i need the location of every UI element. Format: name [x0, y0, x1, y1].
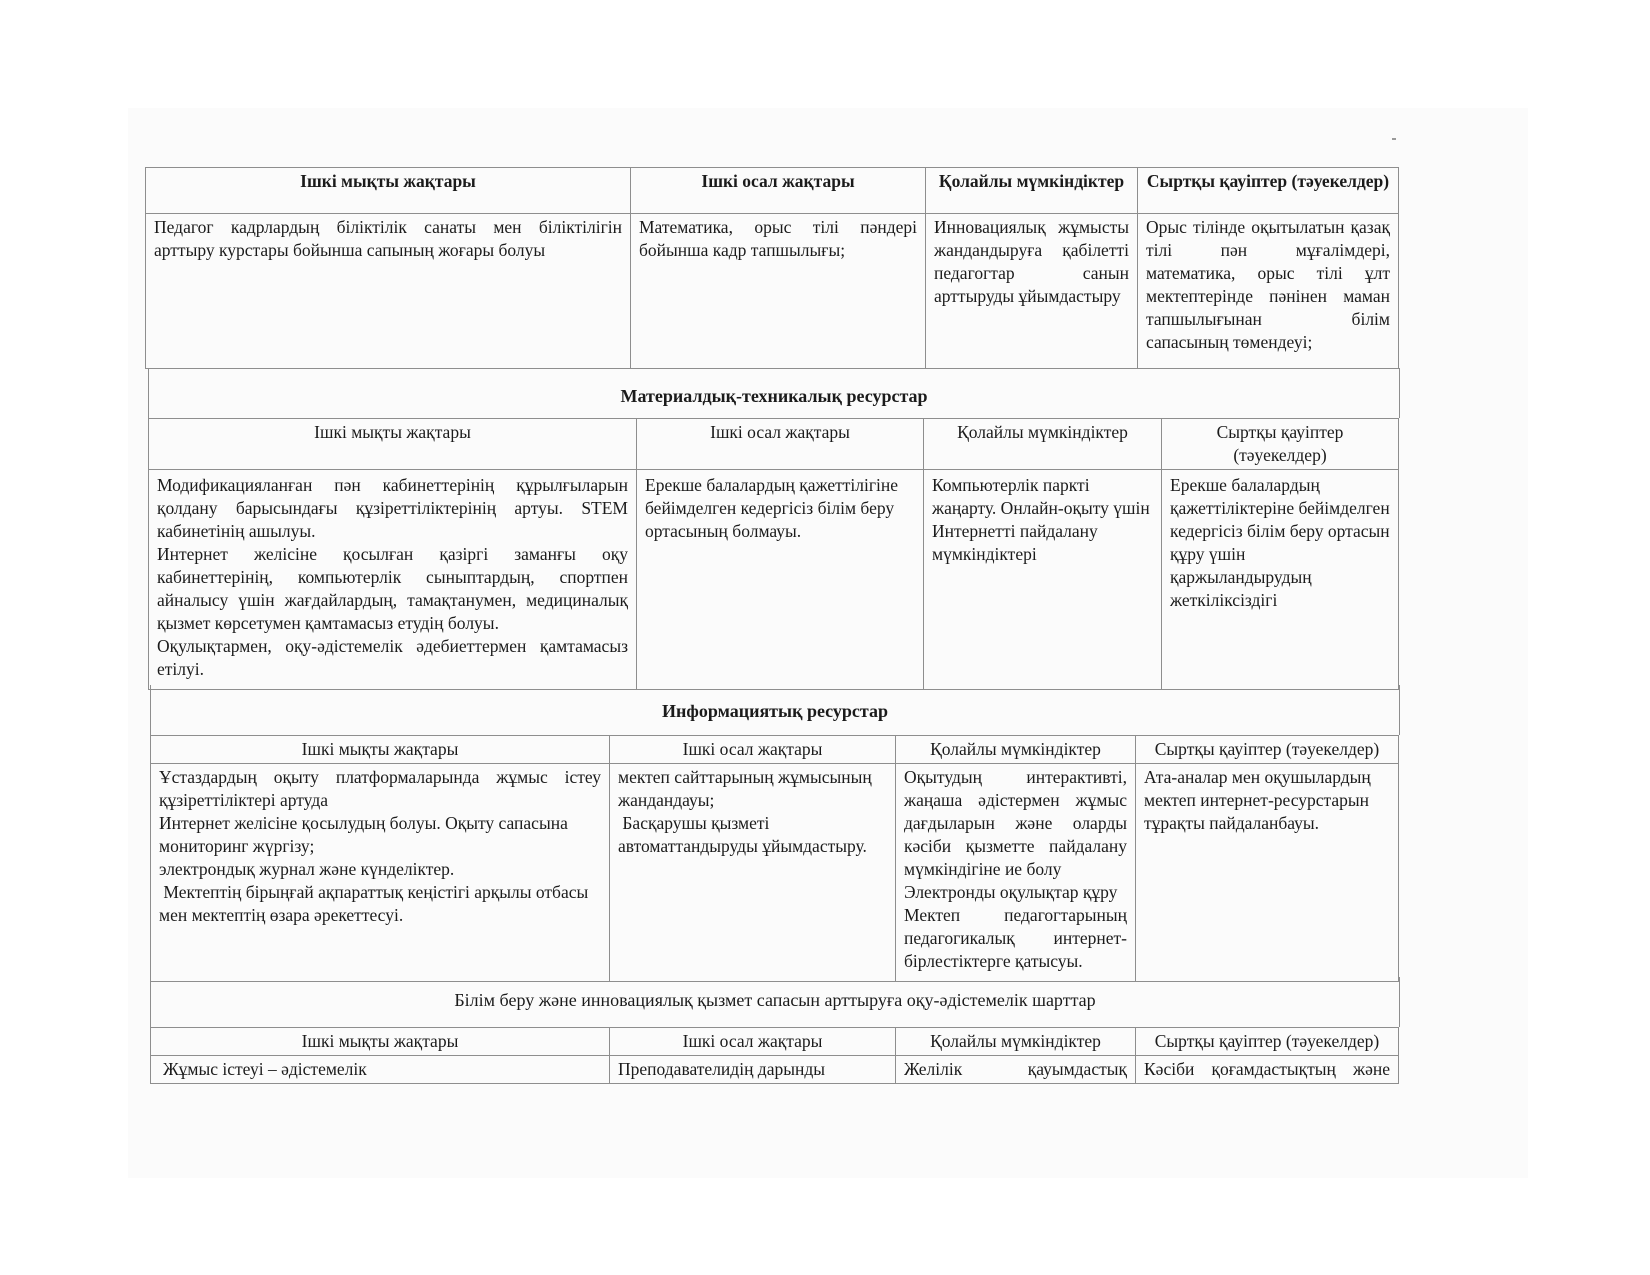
header-row: [151, 736, 1399, 764]
header-threats: Сыртқы қауіптер (тәуекелдер): [1138, 168, 1399, 214]
header-strengths: Ішкі мықты жақтары: [151, 1028, 610, 1056]
content-row: [149, 470, 1399, 690]
content-row: [146, 214, 1399, 369]
personnel-swot-block: [145, 167, 1398, 369]
strengths-text-2: Интернет желісіне қосылудың болуы. Оқыту сапасына мониторинг жүргізу;: [159, 813, 568, 856]
strengths-text-1: Модификацияланған пән кабинеттерінің құрылғыларын қолдану барысындағы құзіреттіліктерінің артуы. STEM кабинетінің ашылуы.: [157, 475, 628, 541]
opportunities-cell: Инновациялық жұмысты жандандыруға қабілетті педагогтар санын арттыруды ұйымдастыру: [926, 214, 1138, 369]
header-row: [149, 419, 1399, 470]
header-opportunities: Қолайлы мүмкіндіктер: [924, 419, 1162, 470]
strengths-text-3: Оқулықтармен, оқу-әдістемелік әдебиеттермен қамтамасыз етілуі.: [157, 636, 628, 679]
header-threats: Сыртқы қауіптер (тәуекелдер): [1162, 419, 1399, 470]
header-weaknesses: Ішкі осал жақтары: [637, 419, 924, 470]
material-swot-table: [148, 418, 1399, 690]
weaknesses-text-2: Басқарушы қызметі автоматтандыруды ұйымдастыру.: [618, 813, 867, 856]
opportunities-text-3: Мектеп педагогтарының педагогикалық интернет-бірлестіктерге қатысуы.: [904, 905, 1127, 971]
strengths-text-2: Интернет желісіне қосылған қазіргі заманғы оқу кабинеттерінің, компьютерлік сыныптардың, спортпен айналысу үшін жағдайлардың, тамақтанумен, медициналық қызмет көрсетумен қамтамасыз етудің болуы.: [157, 544, 628, 633]
header-row: [146, 168, 1399, 214]
header-row: [151, 1028, 1399, 1056]
threats-cell: Орыс тілінде оқытылатын қазақ тілі пән мұғалімдері, математика, орыс тілі ұлт мектептерінде пәнінен маман тапшылығынан білім сапасының төмендеуі;: [1138, 214, 1399, 369]
material-swot-block: [148, 418, 1398, 690]
header-strengths: Ішкі мықты жақтары: [146, 168, 631, 214]
opportunities-cell: Компьютерлік паркті жаңарту. Онлайн-оқыту үшін Интернетті пайдалану мүмкіндіктері: [924, 470, 1162, 690]
opportunities-text-1: Оқытудың интерактивті, жаңаша әдістермен жұмыс дағдыларын және оларды кәсіби қызметте пайдалану мүмкіндігіне ие болу: [904, 767, 1127, 879]
strengths-text-3: электрондық журнал және күнделіктер.: [159, 859, 455, 879]
personnel-swot-table: [145, 167, 1399, 369]
header-opportunities: Қолайлы мүмкіндіктер: [896, 1028, 1136, 1056]
threats-cell: Кәсіби қоғамдастықтың және: [1136, 1056, 1399, 1084]
information-swot-table: [150, 735, 1399, 982]
header-strengths: Ішкі мықты жақтары: [151, 736, 610, 764]
header-weaknesses: Ішкі осал жақтары: [610, 1028, 896, 1056]
strengths-cell: [149, 470, 637, 690]
header-weaknesses: Ішкі осал жақтары: [610, 736, 896, 764]
content-row: [151, 764, 1399, 982]
header-strengths: Ішкі мықты жақтары: [149, 419, 637, 470]
threats-cell: Ерекше балалардың қажеттіліктеріне бейімделген кедергісіз білім беру ортасын құру үшін қаржыландырудың жеткіліксіздігі: [1162, 470, 1399, 690]
strengths-text-4: Мектептің бірыңғай ақпараттық кеңістігі арқылы отбасы мен мектептің өзара әрекеттесуі.: [159, 882, 593, 925]
strengths-cell: [151, 764, 610, 982]
strengths-cell: Педагог кадрлардың біліктілік санаты мен біліктілігін арттыру курстары бойынша сапының жоғары болуы: [146, 214, 631, 369]
methodology-swot-table: [150, 1027, 1399, 1084]
opportunities-text-2: Электронды оқулықтар құру: [904, 882, 1118, 902]
strengths-text-1: Ұстаздардың оқыту платформаларында жұмыс істеу құзіреттіліктері артуда: [159, 767, 601, 810]
header-opportunities: Қолайлы мүмкіндіктер: [926, 168, 1138, 214]
threats-cell: Ата-аналар мен оқушылардың мектеп интернет-ресурстарын тұрақты пайдаланбауы.: [1136, 764, 1399, 982]
header-threats: Сыртқы қауіптер (тәуекелдер): [1136, 736, 1399, 764]
content-row: [151, 1056, 1399, 1084]
section-title-methodology: Білім беру және инновациялық қызмет сапасын арттыруға оқу-әдістемелік шарттар: [150, 977, 1400, 1027]
weaknesses-text-1: мектеп сайттарының жұмысының жандандауы;: [618, 767, 872, 810]
section-title-material: Материалдық-техникалық ресурстар: [148, 368, 1400, 418]
methodology-swot-block: [150, 1027, 1398, 1084]
weaknesses-cell: Ерекше балалардың қажеттілігіне бейімделген кедергісіз білім беру ортасының болмауы.: [637, 470, 924, 690]
header-threats: Сыртқы қауіптер (тәуекелдер): [1136, 1028, 1399, 1056]
weaknesses-cell: Преподавателидің дарынды: [610, 1056, 896, 1084]
section-title-information: Информациятық ресурстар: [150, 685, 1400, 735]
information-swot-block: [150, 735, 1398, 982]
strengths-cell: Жұмыс істеуі – әдістемелік: [151, 1056, 610, 1084]
header-opportunities: Қолайлы мүмкіндіктер: [896, 736, 1136, 764]
header-weaknesses: Ішкі осал жақтары: [631, 168, 926, 214]
opportunities-cell: [896, 764, 1136, 982]
opportunities-cell: Желілік қауымдастық: [896, 1056, 1136, 1084]
weaknesses-cell: [610, 764, 896, 982]
weaknesses-cell: Математика, орыс тілі пәндері бойынша кадр тапшылығы;: [631, 214, 926, 369]
